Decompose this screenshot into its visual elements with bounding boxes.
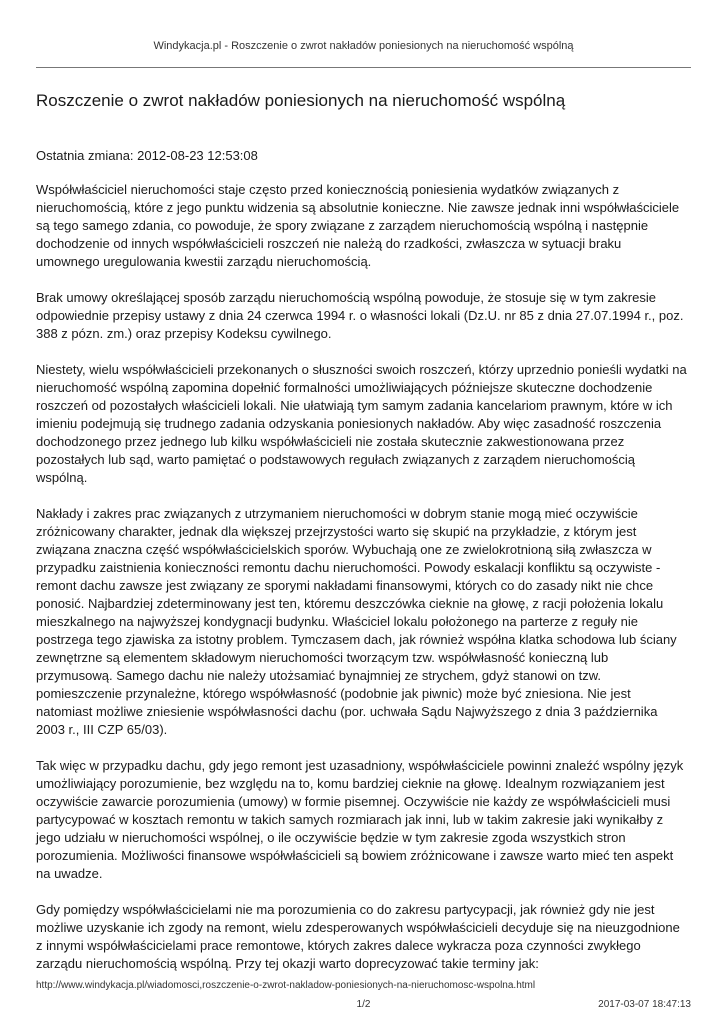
- article-paragraph: Niestety, wielu współwłaścicieli przekonanych o słuszności swoich roszczeń, którzy uprzednio ponieśli wydatki na nieruchomość wspólną zapomina dopełnić formalności umożliwiających późniejsze skuteczne dochodzenie roszczeń od pozostałych właścicieli lokali. Nie ułatwiają tym samym zadania kancelariom prawnym, które w ich imieniu podejmują się trudnego zadania odzyskania poniesionych nakładów. Aby więc zasadność roszczenia dochodzonego przez jednego lub kilku współwłaścicieli nie została skutecznie zakwestionowana przez pozostałych lub sąd, warto pamiętać o podstawowych regułach związanych z zarządem nieruchomością wspólną.: [36, 362, 687, 485]
- page-header: Windykacja.pl - Roszczenie o zwrot nakładów poniesionych na nieruchomość wspólną: [153, 40, 574, 52]
- header-divider: [36, 67, 691, 68]
- page-number: 1/2: [356, 999, 371, 1010]
- article-title: Roszczenie o zwrot nakładów poniesionych na nieruchomość wspólną: [36, 91, 566, 110]
- article-paragraph: Współwłaściciel nieruchomości staje często przed koniecznością poniesienia wydatków związanych z nieruchomością, które z jego punktu widzenia są absolutnie konieczne. Nie zawsze jednak inni współwłaściciele są tego samego zdania, co powoduje, że spory związane z zarządem nieruchomością wspólną i następnie dochodzenie od innych współwłaścicieli roszczeń nie należą do rzadkości, zwłaszcza w sytuacji braku umownego uregulowania kwestii zarządu nieruchomością.: [36, 182, 680, 269]
- footer-url: http://www.windykacja.pl/wiadomosci,roszczenie-o-zwrot-nakladow-poniesionych-na-nieruchomosc-wspolna.html: [36, 980, 536, 991]
- article-body: [36, 181, 688, 991]
- article-paragraph: Brak umowy określającej sposób zarządu nieruchomością wspólną powoduje, że stosuje się w tym zakresie odpowiednie przepisy ustawy z dnia 24 czerwca 1994 r. o własności lokali (Dz.U. nr 85 z dnia 27.07.1994 r., poz. 388 z pózn. zm.) oraz przepisy Kodeksu cywilnego.: [36, 290, 684, 341]
- article-paragraph: Tak więc w przypadku dachu, gdy jego remont jest uzasadniony, współwłaściciele powinni znaleźć wspólny język umożliwiający porozumienie, bez względu na to, komu bardziej cieknie na głowę. Idealnym rozwiązaniem jest oczywiście zawarcie porozumienia (umowy) w formie pisemnej. Oczywiście nie każdy ze współwłaścicieli musi partycypować w kosztach remontu w takich samych rozmiarach jak inni, lub w takim zakresie jaki wynikałby z jego udziału w nieruchomości wspólnej, o ile oczywiście będzie w tym zakresie zgoda wszystkich stron porozumienia. Możliwości finansowe współwłaścicieli są bowiem zróżnicowane i zawsze warto mieć ten aspekt na uwadze.: [36, 758, 684, 881]
- print-timestamp: 2017-03-07 18:47:13: [598, 999, 691, 1010]
- last-modified-date: Ostatnia zmiana: 2012-08-23 12:53:08: [36, 148, 258, 163]
- article-paragraph: Nakłady i zakres prac związanych z utrzymaniem nieruchomości w dobrym stanie mogą mieć oczywiście zróżnicowany charakter, jednak dla większej przejrzystości warto się skupić na przykładzie, z którym jest związana znaczna część współwłaścicielskich sporów. Wybuchają one ze zwielokrotnioną siłą zwłaszcza w przypadku zaistnienia konieczności remontu dachu nieruchomości. Powody eskalacji konfliktu są oczywiste - remont dachu zawsze jest związany ze sporymi nakładami finansowymi, których co do zasady nikt nie chce ponosić. Najbardziej zdeterminowany jest ten, któremu deszczówka cieknie na głowę, z racji położenia lokalu mieszkalnego na najwyższej kondygnacji budynku. Właściciel lokalu położonego na parterze z reguły nie postrzega tego zjawiska za istotny problem. Tymczasem dach, jak również współna klatka schodowa lub ściany zewnętrzne są elementem składowym nieruchomości tworzącym tzw. współwłasność konieczną lub przymusową. Samego dachu nie należy utożsamiać bynajmniej ze strychem, gdyż stanowi on tzw. pomieszczenie przynależne, którego współwłasność (podobnie jak piwnic) może być zniesiona. Nie jest natomiast możliwe zniesienie współwłasności dachu (por. uchwała Sądu Najwyższego z dnia 3 października 2003 r., III CZP 65/03).: [36, 506, 677, 737]
- page-footer: [36, 999, 691, 1013]
- article-paragraph: Gdy pomiędzy współwłaścicielami nie ma porozumienia co do zakresu partycypacji, jak również gdy nie jest możliwe uzyskanie ich zgody na remont, wielu zdesperowanych współwłaścicieli decyduje się na nieuzgodnione z innymi współwłaścicielami prace remontowe, których zakres dalece wykracza poza czynności zwykłego zarządu nieruchomością wspólną. Przy tej okazji warto doprecyzować takie terminy jak:: [36, 902, 680, 971]
